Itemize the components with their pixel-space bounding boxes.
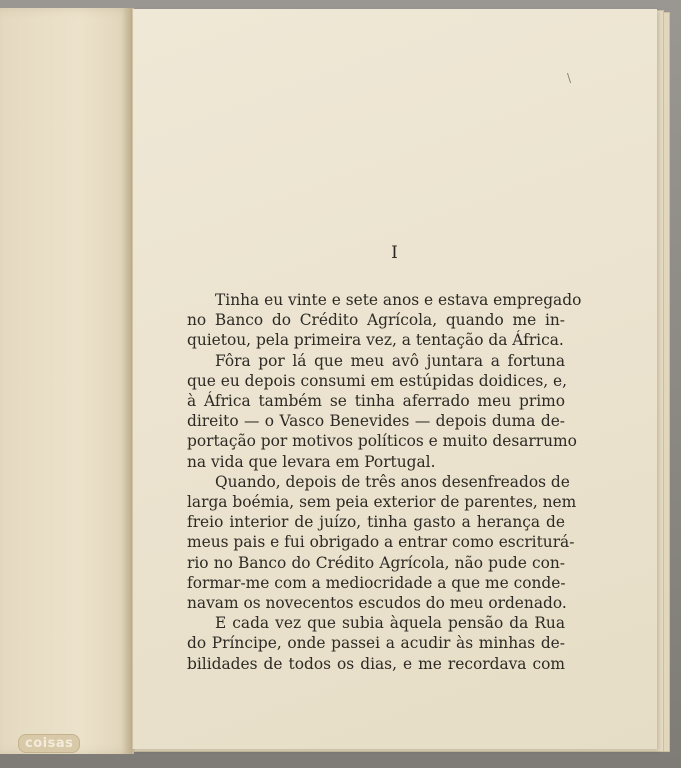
body-text	[187, 290, 582, 674]
text-line: direito — o Vasco Benevides — depois duma de-	[187, 412, 565, 431]
watermark-logo: coisas	[18, 734, 80, 753]
text-line: Tinha eu vinte e sete anos e estava empregado	[215, 291, 582, 309]
text-line: que eu depois consumi em estúpidas doidices, e,	[187, 371, 568, 390]
chapter-number: I	[391, 243, 399, 263]
text-line: meus pais e fui obrigado a entrar como escriturá-	[187, 533, 575, 552]
text-line: Quando, depois de três anos desenfreados de	[215, 472, 570, 491]
text-line: na vida que levara em Portugal.	[187, 452, 436, 471]
text-line: à África também se tinha aferrado meu primo	[187, 392, 565, 411]
book-left-cover	[0, 8, 134, 754]
pencil-mark: \	[567, 71, 572, 85]
text-line: do Príncipe, onde passei a acudir às minhas de-	[187, 634, 565, 653]
text-line: larga boémia, sem peia exterior de parentes, nem	[187, 493, 577, 512]
text-line: freio interior de juízo, tinha gasto a herança de	[187, 513, 565, 532]
text-line: E cada vez que subia àquela pensão da Rua	[215, 614, 565, 633]
text-line: bilidades de todos os dias, e me recordava com	[187, 654, 565, 673]
text-line: Fôra por lá que meu avô juntara a fortuna	[215, 351, 565, 370]
text-line: quietou, pela primeira vez, a tentação da África.	[187, 331, 564, 350]
text-line: portação por motivos políticos e muito desarrumo	[187, 432, 577, 451]
text-line: no Banco do Crédito Agrícola, quando me in-	[187, 311, 565, 330]
text-line: navam os novecentos escudos do meu ordenado.	[187, 594, 567, 613]
book-page	[132, 9, 657, 749]
text-line: formar-me com a mediocridade a que me conde-	[187, 573, 566, 592]
text-line: rio no Banco do Crédito Agrícola, não pude con-	[187, 553, 565, 572]
